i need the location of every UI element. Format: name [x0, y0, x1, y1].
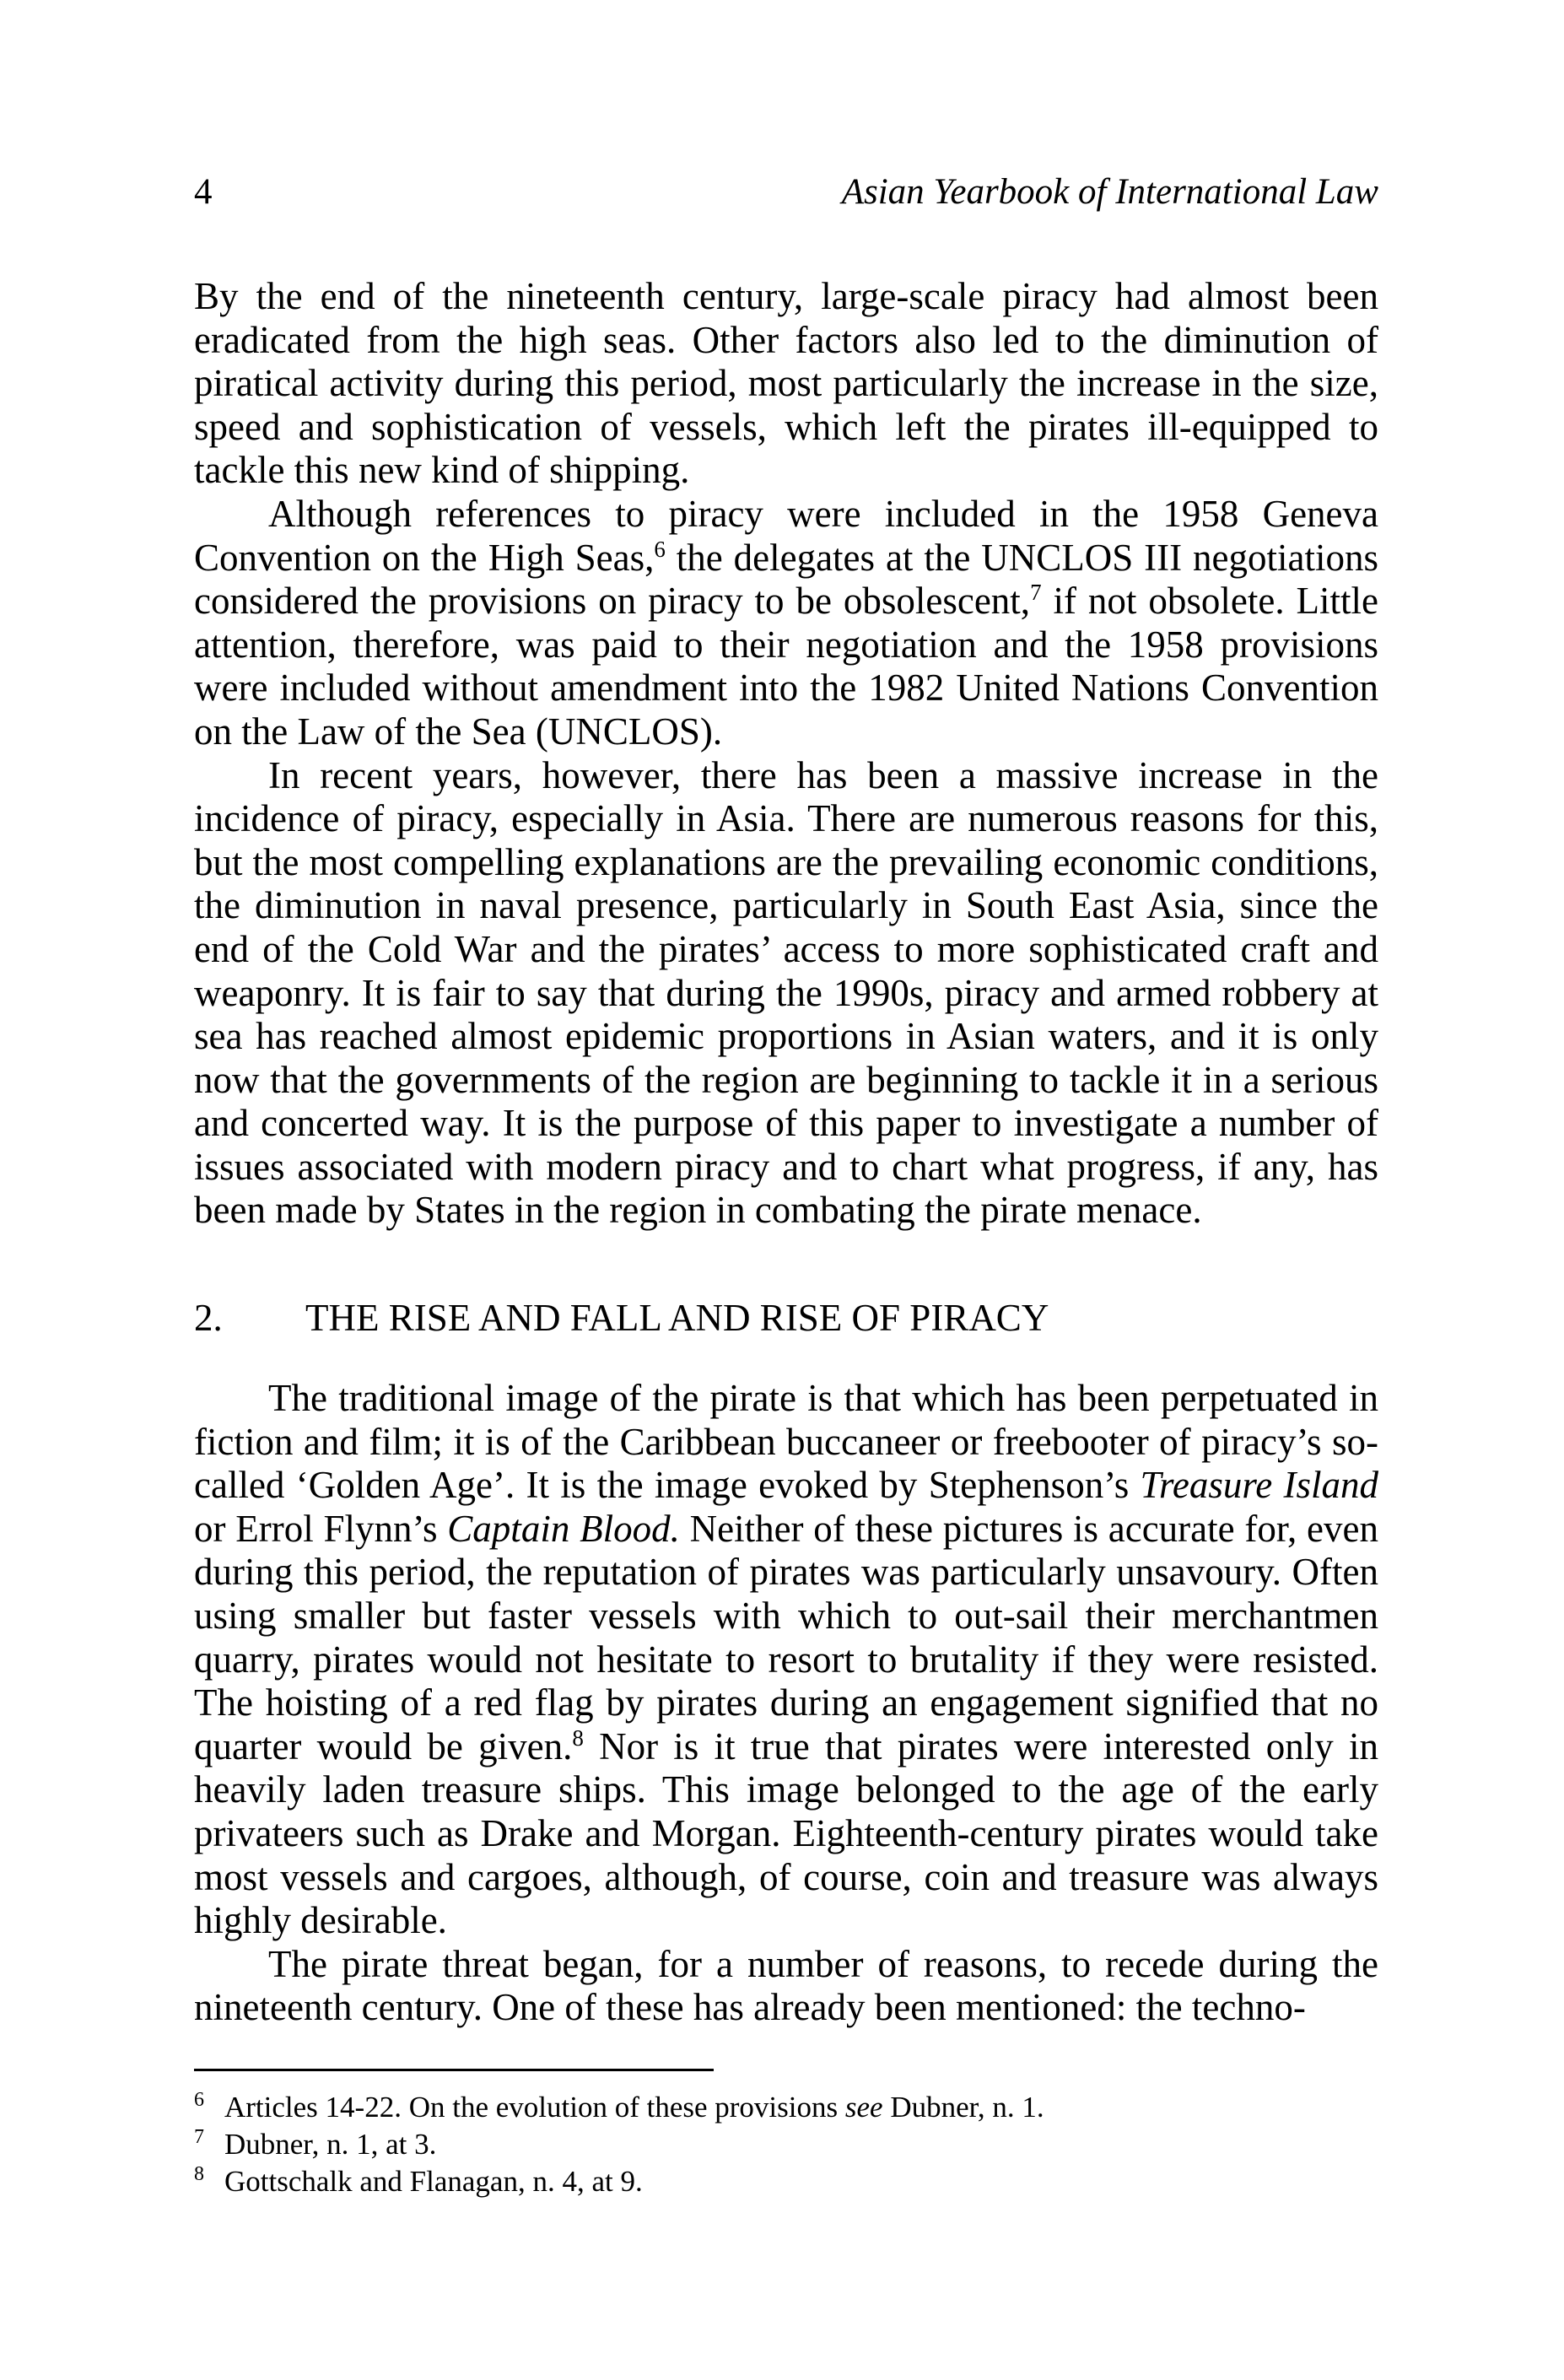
paragraph: [194, 1943, 1378, 2030]
footnote-marker: 7: [194, 2126, 204, 2148]
section-number: 2.: [194, 1297, 223, 1339]
footnote-reference-7[interactable]: 7: [1030, 580, 1042, 606]
paragraph-text: Neither of these pictures is accurate for, even during this period, the reputation of pirates was particularly unsavoury. Often using smaller but faster vessels with which to out-sail their merchantmen quarry, pirates would not hesitate to resort to brutality if they were resisted. The hoisting of a red flag by pirates during an engagement signified that no quarter would be given.: [194, 1507, 1379, 1767]
footnote-6: [194, 2089, 1378, 2126]
footnote-marker: 6: [194, 2089, 204, 2111]
section-body-text: [194, 1377, 1378, 2030]
paragraph: [194, 275, 1378, 493]
section-title: THE RISE AND FALL AND RISE OF PIRACY: [305, 1297, 1049, 1339]
intro-body-text: [194, 275, 1378, 1233]
running-title: Asian Yearbook of International Law: [841, 172, 1378, 212]
paragraph: [194, 1377, 1378, 1943]
footnote-8: [194, 2163, 1378, 2200]
paragraph-text: By the end of the nineteenth century, large-scale piracy had almost been eradicated from the high seas. Other factors also led to the diminution of piratical activity during this period, most particularly the increase in the size, speed and sophistication of vessels, which left the pirates ill-equipped to tackle this new kind of shipping.: [194, 275, 1378, 492]
footnote-divider: [194, 2069, 714, 2071]
section-heading: [194, 1293, 1378, 1343]
footnote-reference-8[interactable]: 8: [572, 1724, 584, 1751]
paragraph-text: In recent years, however, there has been a massive increase in the incidence of piracy, especially in Asia. There are numerous reasons for this, but the most compelling explanations are the prevailing economic conditions, the diminution in naval presence, particularly in South East Asia, since the end of the Cold War and the pirates’ access to more sophisticated craft and weaponry. It is fair to say that during the 1990s, piracy and armed robbery at sea has reached almost epidemic proportions in Asian waters, and it is only now that the governments of the region are beginning to tackle it in a serious and concerted way. It is the purpose of this paper to investigate a number of issues associated with modern piracy and to chart what progress, if any, has been made by States in the region in combating the pirate menace.: [194, 753, 1378, 1232]
page-number: 4: [194, 172, 213, 212]
book-title-treasure-island: Treasure Island: [1140, 1464, 1379, 1507]
paragraph-text: The pirate threat began, for a number of reasons, to recede during the nineteenth century. One of these has already been mentioned: the techno-: [194, 1942, 1378, 2029]
paragraph-text: Nor is it true that pirates were interested only in heavily laden treasure ships. This image belonged to the age of the early privateers such as Drake and Morgan. Eighteenth-century pirates would take most vessels and cargoes, although, of course, coin and treasure was always highly desirable.: [194, 1724, 1378, 1942]
paragraph: [194, 754, 1378, 1233]
paragraph: [194, 493, 1378, 754]
footnote-italic-text: see: [844, 2091, 883, 2124]
footnote-text: Dubner, n. 1, at 3.: [224, 2128, 437, 2161]
footnote-text: Dubner, n. 1.: [882, 2091, 1044, 2124]
paragraph-text: Although references to piracy were included in the 1958 Geneva Convention on the High Seas,: [194, 492, 1378, 579]
paragraph-text: or Errol Flynn’s: [194, 1507, 448, 1550]
paragraph-text: if not obsolete. Little attention, therefore, was paid to their negotiation and the 1958 provisions were included without amendment into the 1982 United Nations Convention on the Law of the Sea (UNCLOS).: [194, 580, 1378, 753]
footnote-reference-6[interactable]: 6: [654, 536, 666, 562]
footnotes: [194, 2089, 1378, 2200]
page-header: [194, 167, 1378, 218]
paragraph-text: The traditional image of the pirate is that which has been perpetuated in fiction and film; it is of the Caribbean buccaneer or freebooter of piracy’s so-called ‘Golden Age’. It is the image evoked by Stephenson’s: [194, 1377, 1378, 1507]
footnote-text: Gottschalk and Flanagan, n. 4, at 9.: [224, 2165, 643, 2198]
footnote-text: Articles 14-22. On the evolution of these provisions: [224, 2091, 845, 2124]
paragraph-text: the delegates at the UNCLOS III negotiations considered the provisions on piracy to be obsolescent,: [194, 536, 1378, 623]
footnote-7: [194, 2126, 1378, 2163]
film-title-captain-blood: Captain Blood.: [447, 1507, 680, 1550]
footnote-marker: 8: [194, 2163, 204, 2185]
